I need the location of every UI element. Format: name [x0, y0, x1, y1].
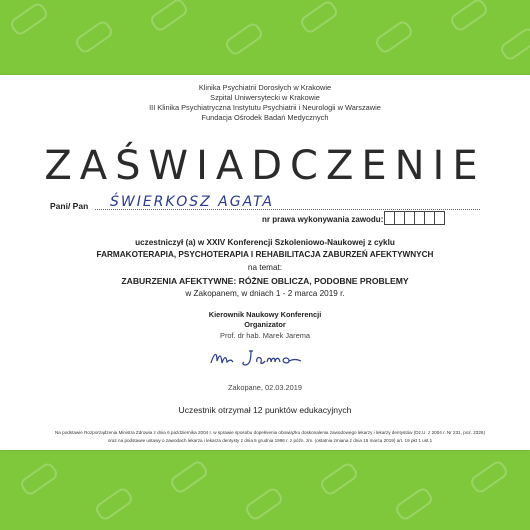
recipient-row [50, 194, 480, 211]
education-points: Uczestnik otrzymał 12 punktów edukacyjnych [178, 405, 352, 415]
legal-footnote-2: oraz na podstawie ustawy o zawodach lekarza i lekarza dentysty z dnia 5 grudnia 1996 r. z późn. zm. (ostatnia zmiana z dnia 15 marca 2019) art. 19 pkt 1 ust.1 [107, 438, 433, 443]
issue-place-date: Zakopane, 02.03.2019 [228, 383, 302, 392]
license-boxes [384, 211, 444, 225]
license-box [434, 211, 445, 225]
header-line-2: Szpital Uniwersytecki w Krakowie [210, 93, 320, 102]
conference-topic: ZABURZENIA AFEKTYWNE: RÓŻNE OBLICZA, PODOBNE PROBLEMY [121, 276, 409, 286]
place-and-date: w Zakopanem, w dniach 1 - 2 marca 2019 r. [185, 289, 345, 298]
recipient-name: ŚWIERKOSZ AGATA [110, 194, 275, 210]
legal-footnote-1: Na podstawie Rozporządzenia Ministra Zdrowia z dnia 6 października 2004 r. w sprawie sposobu dopełnienia obowiązku doskonalenia zawodowego lekarzy i lekarzy dentystów (Dz.U. z 2004 r. Nr 231, poz. 2326) [54, 430, 485, 435]
header-line-4: Fundacja Ośrodek Badań Medycznych [201, 113, 329, 122]
header-line-3: III Klinika Psychiatryczna Instytutu Psychiatrii i Neurologii w Warszawie [149, 103, 381, 112]
topic-intro: na temat: [247, 263, 283, 272]
conference-series: FARMAKOTERAPIA, PSYCHOTERAPIA I REHABILITACJA ZABURZEŃ AFEKTYWNYCH [96, 250, 434, 259]
certificate-title: ZAŚWIADCZENIE [44, 143, 486, 189]
organizer-title: Organizator [244, 320, 286, 329]
signature-image [205, 347, 325, 369]
organizer-name: Prof. dr hab. Marek Jarema [220, 331, 310, 340]
participation-line: uczestniczył (a) w XXIV Konferencji Szkoleniowo-Naukowej z cyklu [135, 238, 395, 247]
certificate [0, 75, 530, 450]
header-line-1: Klinika Psychiatrii Dorosłych w Krakowie [198, 83, 332, 92]
organizer-role: Kierownik Naukowy Konferencji [208, 310, 322, 319]
license-label: nr prawa wykonywania zawodu: [262, 215, 384, 224]
recipient-label: Pani/ Pan [50, 201, 89, 211]
